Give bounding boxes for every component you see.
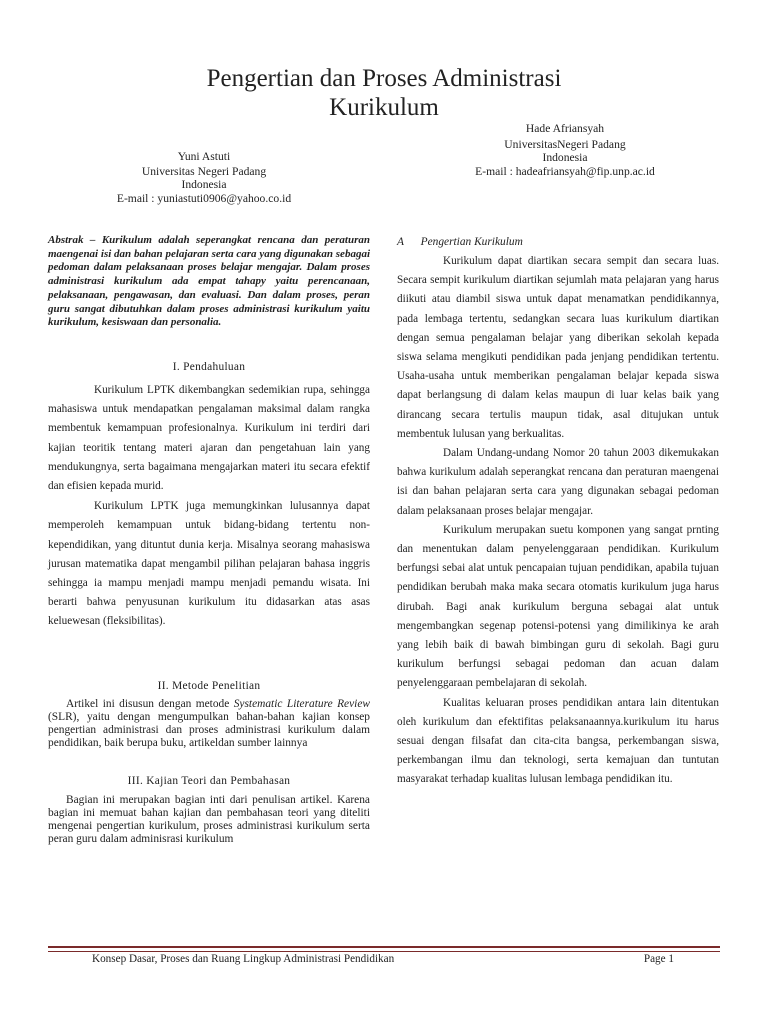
section-1-paragraph-2: Kurikulum LPTK juga memungkinkan lulusannya dapat memperoleh kemampuan untuk bidang-bidang tertentu non-kependidikan, yang dituntut dunia kerja. Misalnya seorang mahasiswa jurusan matematika dapat mengambil pilihan pelajaran bahasa inggris sehingga ia mampu menjadi mampu menjadi pemandu wisata. Ini berarti bahwa penyusunan kurikulum itu didasarkan atas asas keluewesan (fleksibilitas). [48,500,370,628]
subsection-a-title: Pengertian Kurikulum [420,236,523,248]
abstract: Abstrak – Kurikulum adalah seperangkat rencana dan peraturan maengenai isi dan bahan pelajaran serta cara yang digunakan sebagai pedoman dalam pelaksanaan proses belajar mengajar. Dalam proses administrasi kurikulum ada empat tahapy yaitu perencanaan, pelaksanaan, pengawasan, dan evaluasi. Dan dalam proses, peran guru sangat dibutuhkan dalam proses administrasi kurikulum yaitu kurikulum, kesiswaan dan personalia. [48,234,370,329]
author-1-affiliation: Universitas Negeri Padang [141,165,267,179]
subsection-a-label: A [397,236,404,248]
subsection-a-paragraph-3: Kurikulum merupakan suetu komponen yang sangat prnting dan menentukan dalam penyelenggaraan pendidikan. Kurikulum berfungsi sebai alat untuk pencapaian tujuan pendidikan, apabila tujuan pendidikan berubah maka maka secara otomatis kurikulum juga harus dirubah. Bagi anak kurikulum berguna sebagai alat untuk mengembangkan segenap potensi-potensi yang dimilikinya ke arah yang lebih baik di bawah bimbingan guru di sekolah. Bagi guru kurikulum berfungsi sebagai pedoman dan acuan dalam penyelenggaraan pembelajaran di sekolah. [397,523,719,690]
document-title [0,64,768,122]
footer-rule-thin [48,951,720,952]
section-2-paragraph [48,698,370,750]
author-1-country: Indonesia [181,178,227,192]
section-2-text-a: Artikel ini disusun dengan metode [66,698,234,710]
author-2-affiliation: UniversitasNegeri Padang [504,138,626,152]
author-2-name: Hade Afriansyah [525,122,605,135]
author-block-2 [450,122,680,178]
footer-page-number: Page 1 [643,953,674,965]
title-line-2: Kurikulum [329,94,439,121]
footer-title: Konsep Dasar, Proses dan Ruang Lingkup Administrasi Pendidikan [92,953,395,965]
subsection-a-body [397,252,719,790]
section-3-paragraph: Bagian ini merupakan bagian inti dari penulisan artikel. Karena bagian ini memuat bahan kajian dan pembahasan teori yang diteliti mengenai pengertian kurikulum, proses administrasi kurikulum serta peran guru dalam adminisrasi kurikulum [48,794,370,846]
subsection-a-paragraph-2: Dalam Undang-undang Nomor 20 tahun 2003 dikemukakan bahwa kurikulum adalah seperangkat rencana dan peraturan maengenai isi dan bahan pelajaran serta cara yang digunakan sebagai pedoman dalam pelaksanaan proses belajar mengajar. [397,447,719,517]
title-line-1: Pengertian dan Proses Administrasi [206,65,562,92]
section-1-paragraph-1: Kurikulum LPTK dikembangkan sedemikian rupa, sehingga mahasiswa untuk mendapatkan pengalaman maksimal dalam rangka membentuk kemampuan profesionalnya. Kurikulum ini terdiri dari kajian teoritik tentang materi ajaran dan pengetahuan lain yang mendukungnya, serta bagaimana mengajarkan materi itu secara efektif dan efisien kepada murid. [48,384,370,493]
subsection-a-paragraph-4: Kualitas keluaran proses pendidikan antara lain ditentukan oleh kurikulum dan efektifitas pelaksanaannya.kurikulum itu harus sesuai dengan filsafat dan cita-cita bangsa, perkembangan siswa, perkembangan ilmu dan teknologi, serta kemajuan dan tuntutan masyarakat terhadap kualitas lulusan lembaga pendidikan itu. [397,696,719,786]
author-block-1 [94,150,314,205]
section-1-body [48,381,370,632]
subsection-a-paragraph-1: Kurikulum dapat diartikan secara sempit dan secara luas. Secara sempit kurikulum diartikan sejumlah mata pelajaran yang harus diikuti atau diambil siswa untuk dapat menamatkan pendidikannya, pada lembaga tertentu, sedangkan secara luas kurikulum diartikan dengan semua pengalaman belajar yang diberikan sekolah kepada siswa selama mengikuti pendidikan pada jenjang pendidikan tertentu. Usaha-usaha untuk memberikan pengalaman belajar kepada siswa dapat berlangsung di dalam kelas maupun di luar kelas baik yang dirancang secara tertulis maupun tidak, asal ditujukan untuk membentuk lulusan yang berkualitas. [397,255,719,440]
section-2-text-b: (SLR), yaitu dengan mengumpulkan bahan-bahan kajian konsep pengertian administrasi dan proses administrasi kurikulum dalam pendidikan, baik berupa buku, artikeldan sumber lainnya [48,711,370,750]
section-2-method-name: Systematic Literature Review [233,698,370,710]
footer-rule-thick [48,946,720,948]
author-2-email: E-mail : hadeafriansyah@fip.unp.ac.id [475,164,655,178]
section-1-heading: I. Pendahuluan [172,361,246,373]
subsection-a-heading [397,236,523,248]
section-3-heading: III. Kajian Teori dan Pembahasan [127,775,291,787]
author-1-name: Yuni Astuti [177,150,231,163]
author-1-email: E-mail : yuniastuti0906@yahoo.co.id [116,191,292,205]
author-2-country: Indonesia [542,151,588,165]
section-2-heading: II. Metode Penelitian [157,680,261,692]
